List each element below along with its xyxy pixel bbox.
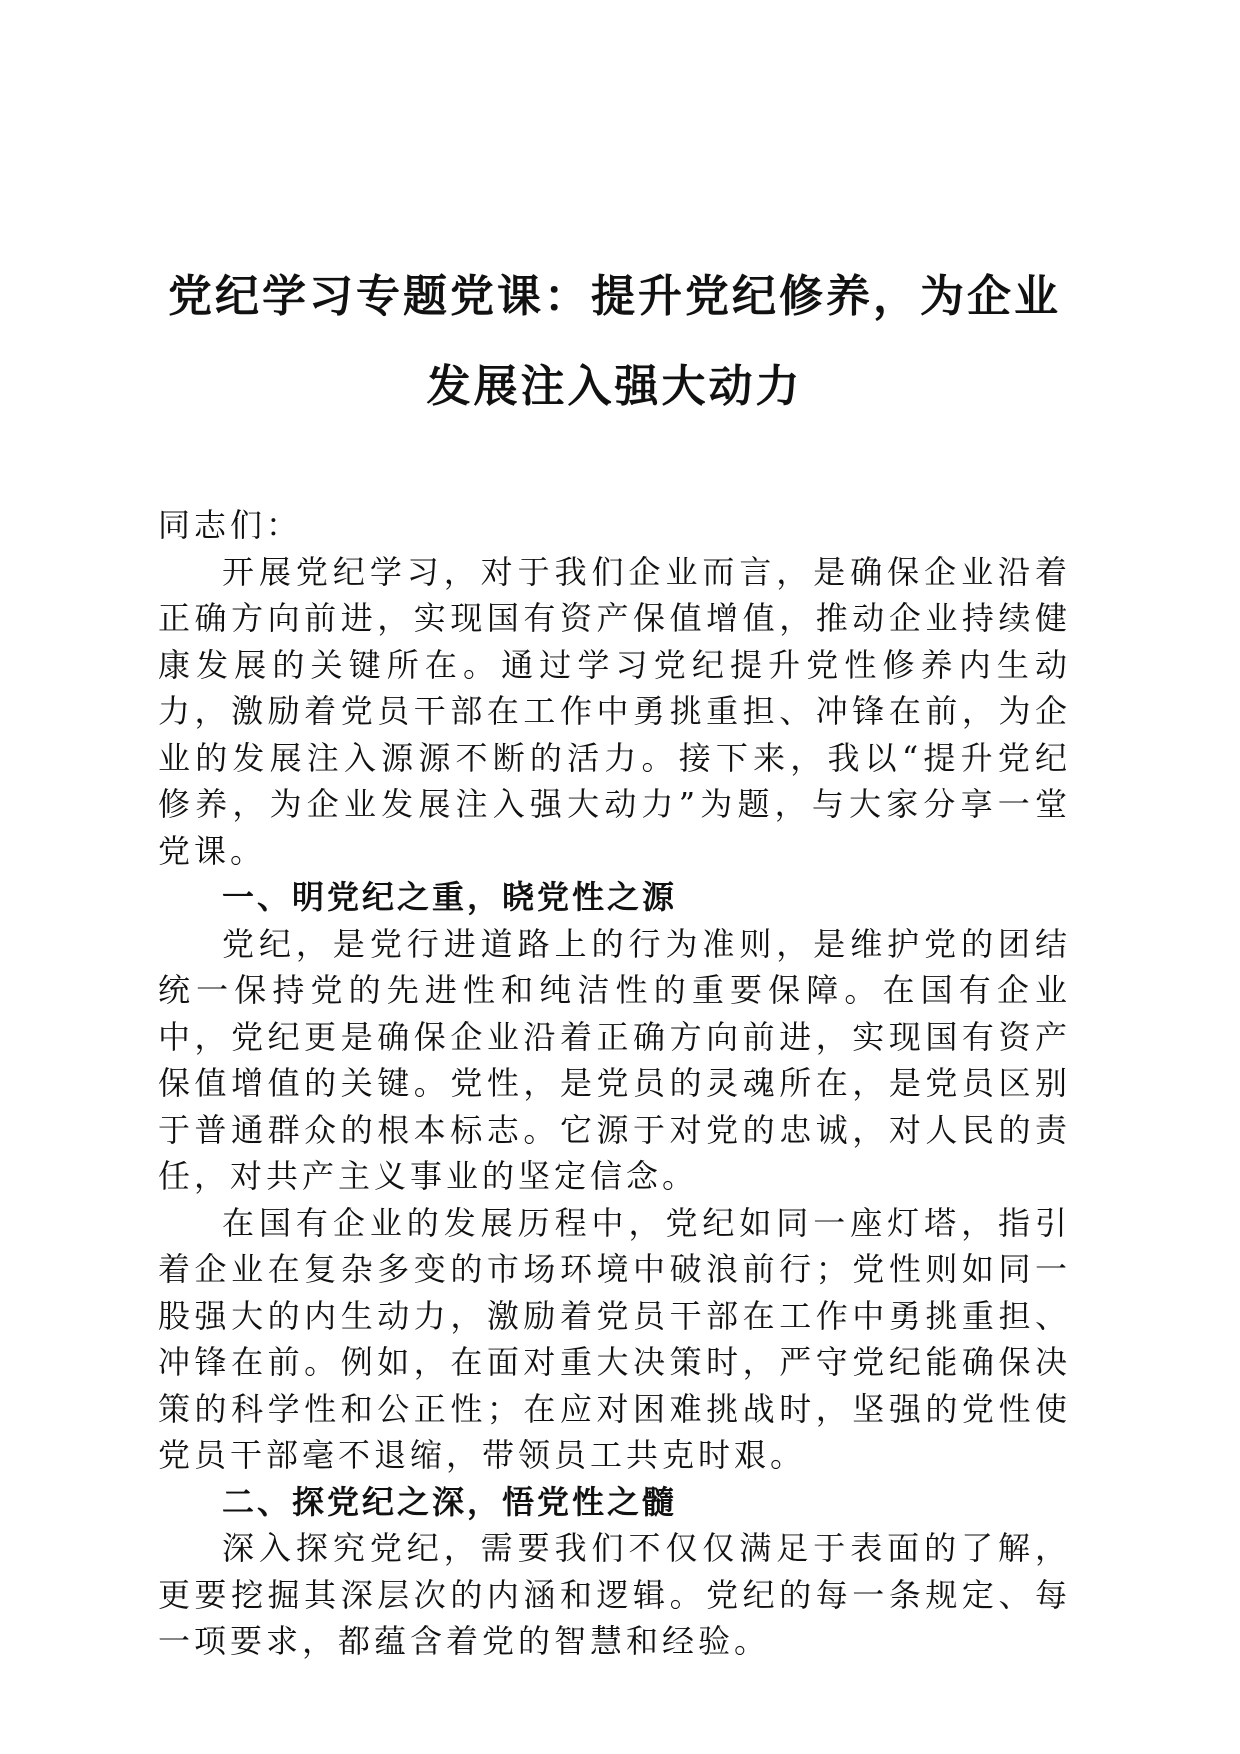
salutation: 同志们：: [158, 506, 303, 544]
section-heading: 一、明党纪之重，晓党性之源: [222, 878, 678, 916]
document-title: 党纪学习专题党课：提升党纪修养，为企业发展注入强大动力: [168, 271, 1061, 412]
section-heading: 二、探党纪之深，悟党性之髓: [222, 1482, 678, 1521]
body-paragraph: 党纪，是党行进道路上的行为准则，是维护党的团结统一保持党的先进性和纯洁性的重要保障。在国有企业中，党纪更是确保企业沿着正确方向前进，实现国有资产保值增值的关键。党性，是党员的灵魂所在，是党员区别于普通群众的根本标志。它源于对党的忠诚，对人民的责任，对共产主义事业的坚定信念。: [158, 924, 1071, 1195]
body-paragraph: 在国有企业的发展历程中，党纪如同一座灯塔，指引着企业在复杂多变的市场环境中破浪前行；党性则如同一股强大的内生动力，激励着党员干部在工作中勇挑重担、冲锋在前。例如，在面对重大决策时，严守党纪能确保决策的科学性和公正性；在应对困难挑战时，坚强的党性使党员干部毫不退缩，带领员工共克时艰。: [158, 1203, 1071, 1474]
body-paragraph: 开展党纪学习，对于我们企业而言，是确保企业沿着正确方向前进，实现国有资产保值增值，推动企业持续健康发展的关键所在。通过学习党纪提升党性修养内生动力，激励着党员干部在工作中勇挑重担、冲锋在前，为企业的发展注入源源不断的活力。接下来，我以“提升党纪修养，为企业发展注入强大动力”为题，与大家分享一堂党课。: [158, 552, 1071, 870]
body-paragraph: 深入探究党纪，需要我们不仅仅满足于表面的了解，更要挖掘其深层次的内涵和逻辑。党纪的每一条规定、每一项要求，都蕴含着党的智慧和经验。: [158, 1529, 1071, 1660]
